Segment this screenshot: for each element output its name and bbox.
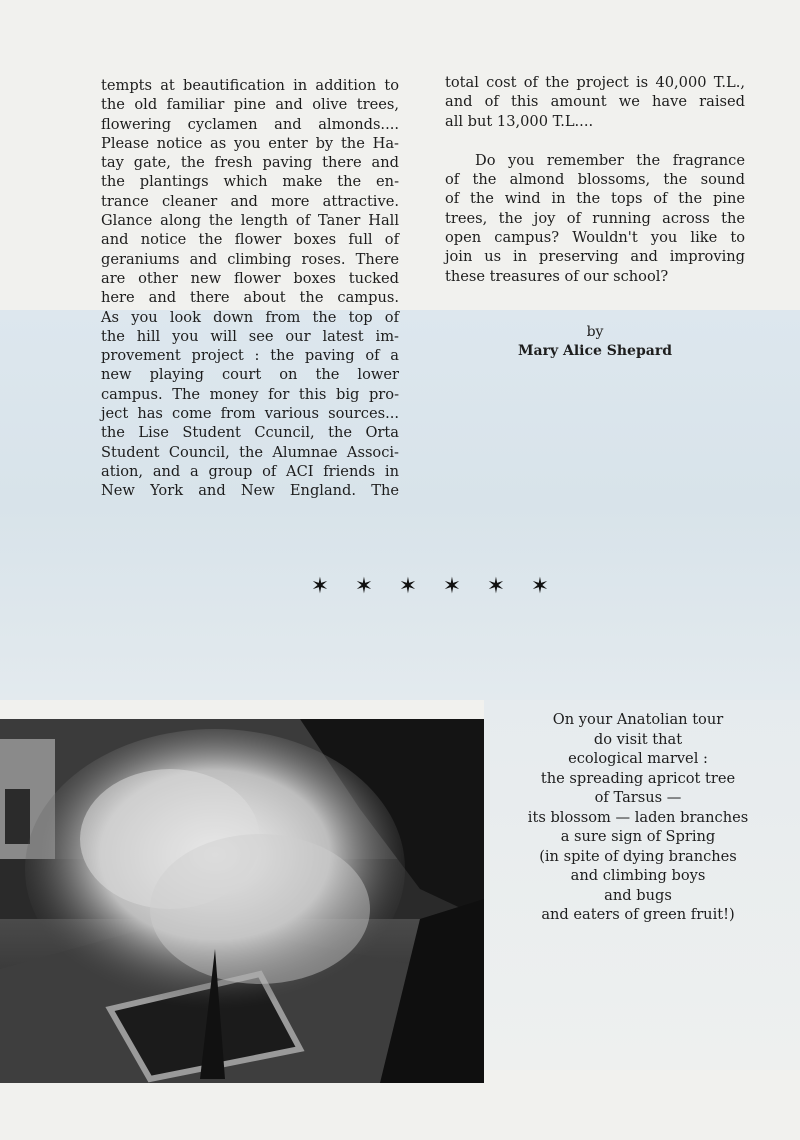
apricot-tree-photo <box>0 719 484 1083</box>
text-line: Glance along the length of Taner Hall <box>101 212 399 230</box>
star-icon: ✶ <box>530 574 550 599</box>
text-line: join us in preserving and improving <box>445 248 745 266</box>
poem-line: a sure sign of Spring <box>560 828 716 845</box>
text-line: total cost of the project is 40,000 T.L., <box>445 74 745 91</box>
text-line: all but 13,000 T.L.... <box>445 112 594 130</box>
text-line: Do you remember the fragrance <box>475 151 745 169</box>
poem-line: of Tarsus — <box>594 789 682 806</box>
poem-line: the spreading apricot tree <box>540 769 736 787</box>
poem-line: and eaters of green fruit!) <box>541 906 735 923</box>
text-line: trees, the joy of running across the <box>445 209 745 227</box>
text-line: new playing court on the lower <box>101 366 399 384</box>
text-line: the plantings which make the en- <box>101 173 399 191</box>
text-line: Please notice as you enter by the Ha- <box>101 134 399 152</box>
article-right-column <box>445 73 745 286</box>
star-icon: ✶ <box>354 574 374 599</box>
poem-line: and climbing boys <box>570 867 706 884</box>
poem-line: ecological marvel : <box>568 750 708 767</box>
star-icon: ✶ <box>398 574 418 599</box>
poem-line: its blossom — laden branches <box>527 808 749 826</box>
poem-line: do visit that <box>593 730 683 748</box>
text-line: New York and New England. The <box>101 482 399 500</box>
byline-label: by <box>586 324 604 340</box>
text-line: these treasures of our school? <box>445 267 669 285</box>
star-icon: ✶ <box>310 574 330 599</box>
text-line: the hill you will see our latest im- <box>101 327 399 345</box>
text-line: the Lise Student Ccuncil, the Orta <box>101 424 399 442</box>
text-line: provement project : the paving of a <box>101 347 399 365</box>
text-line: of the wind in the tops of the pine <box>445 190 745 208</box>
text-line: Student Council, the Alumnae Associ- <box>101 443 399 461</box>
poem-line: and bugs <box>604 886 672 904</box>
star-icon: ✶ <box>442 574 462 599</box>
text-line: open campus? Wouldn't you like to <box>445 229 745 247</box>
text-line: and notice the flower boxes full of <box>101 231 399 249</box>
text-line: As you look down from the top of <box>101 308 399 326</box>
text-line: geraniums and climbing roses. There <box>101 250 399 268</box>
apricot-tree-poem <box>503 710 773 925</box>
author-name: Mary Alice Shepard <box>518 343 672 359</box>
poem-line: On your Anatolian tour <box>552 711 724 728</box>
star-icon: ✶ <box>486 574 506 599</box>
article-left-column <box>101 76 399 501</box>
paragraph-gap <box>445 131 745 151</box>
text-line: campus. The money for this big pro- <box>101 385 399 403</box>
text-line: and of this amount we have raised <box>445 93 745 111</box>
text-line: trance cleaner and more attractive. <box>101 192 399 210</box>
poem-line: (in spite of dying branches <box>539 847 737 865</box>
text-line: tempts at beautification in addition to <box>101 77 399 94</box>
text-line: of the almond blossoms, the sound <box>445 171 745 189</box>
text-line: the old familiar pine and olive trees, <box>101 96 399 114</box>
apricot-tree-illustration <box>0 719 484 1083</box>
text-line: ation, and a group of ACI friends in <box>101 462 399 480</box>
text-line: tay gate, the fresh paving there and <box>101 154 399 172</box>
text-line: flowering cyclamen and almonds.... <box>101 115 399 133</box>
text-line: ject has come from various sources... <box>101 405 399 423</box>
star-separator <box>300 574 560 599</box>
text-line: here and there about the campus. <box>101 289 399 307</box>
text-line: are other new flower boxes tucked <box>101 269 399 287</box>
